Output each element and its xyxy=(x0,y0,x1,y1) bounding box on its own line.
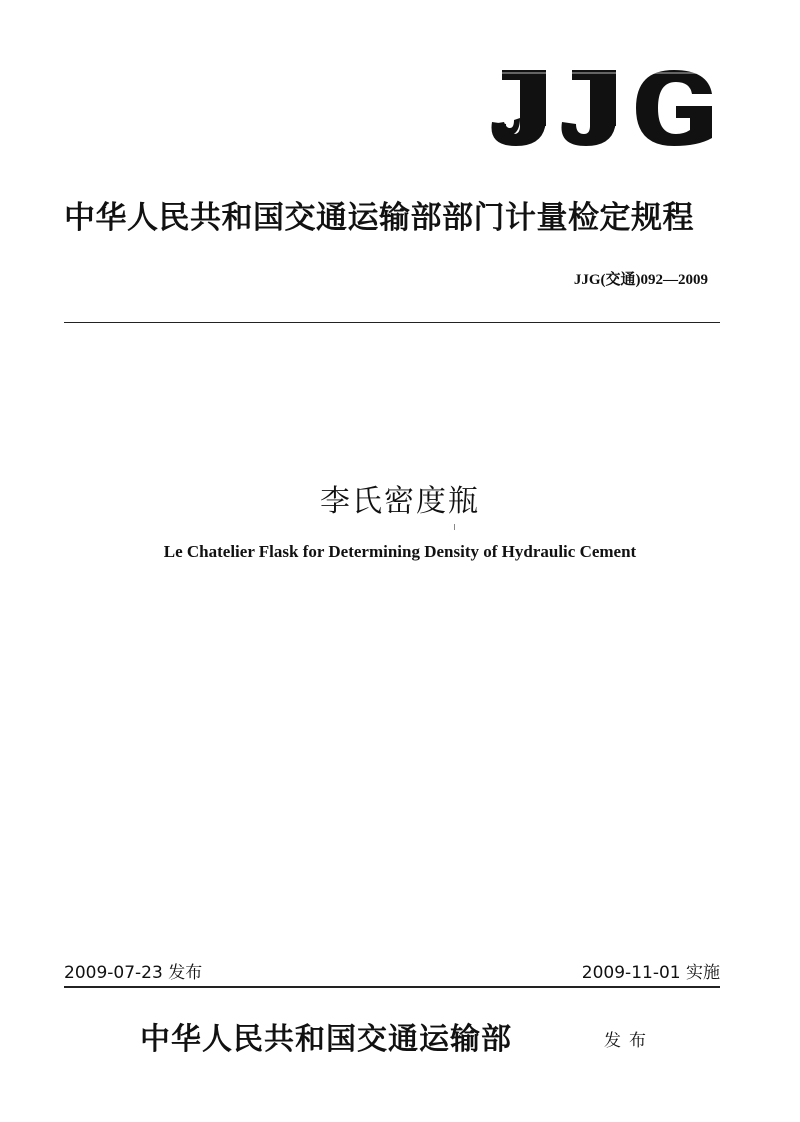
regulation-series-title: 中华人民共和国交通运输部部门计量检定规程 xyxy=(64,200,694,236)
scan-mark xyxy=(454,524,455,530)
logo-letter-g xyxy=(636,70,712,146)
implementation-date: 2009-11-01 实施 xyxy=(581,963,720,983)
jjg-logo-graphic xyxy=(486,66,718,150)
jjg-logo xyxy=(486,66,718,150)
logo-letter-j1 xyxy=(492,70,547,146)
publish-label: 发布 xyxy=(604,1031,654,1051)
footer-divider xyxy=(64,986,720,988)
standard-number: JJG(交通)092—2009 xyxy=(573,272,708,288)
logo-letter-j2 xyxy=(562,70,617,146)
header-divider xyxy=(64,322,720,323)
document-title-chinese: 李氏密度瓶 xyxy=(320,484,480,519)
issue-date: 2009-07-23 发布 xyxy=(64,963,203,983)
document-title-english: Le Chatelier Flask for Determining Density of Hydraulic Cement xyxy=(163,542,637,561)
publisher-name: 中华人民共和国交通运输部 xyxy=(140,1022,512,1057)
